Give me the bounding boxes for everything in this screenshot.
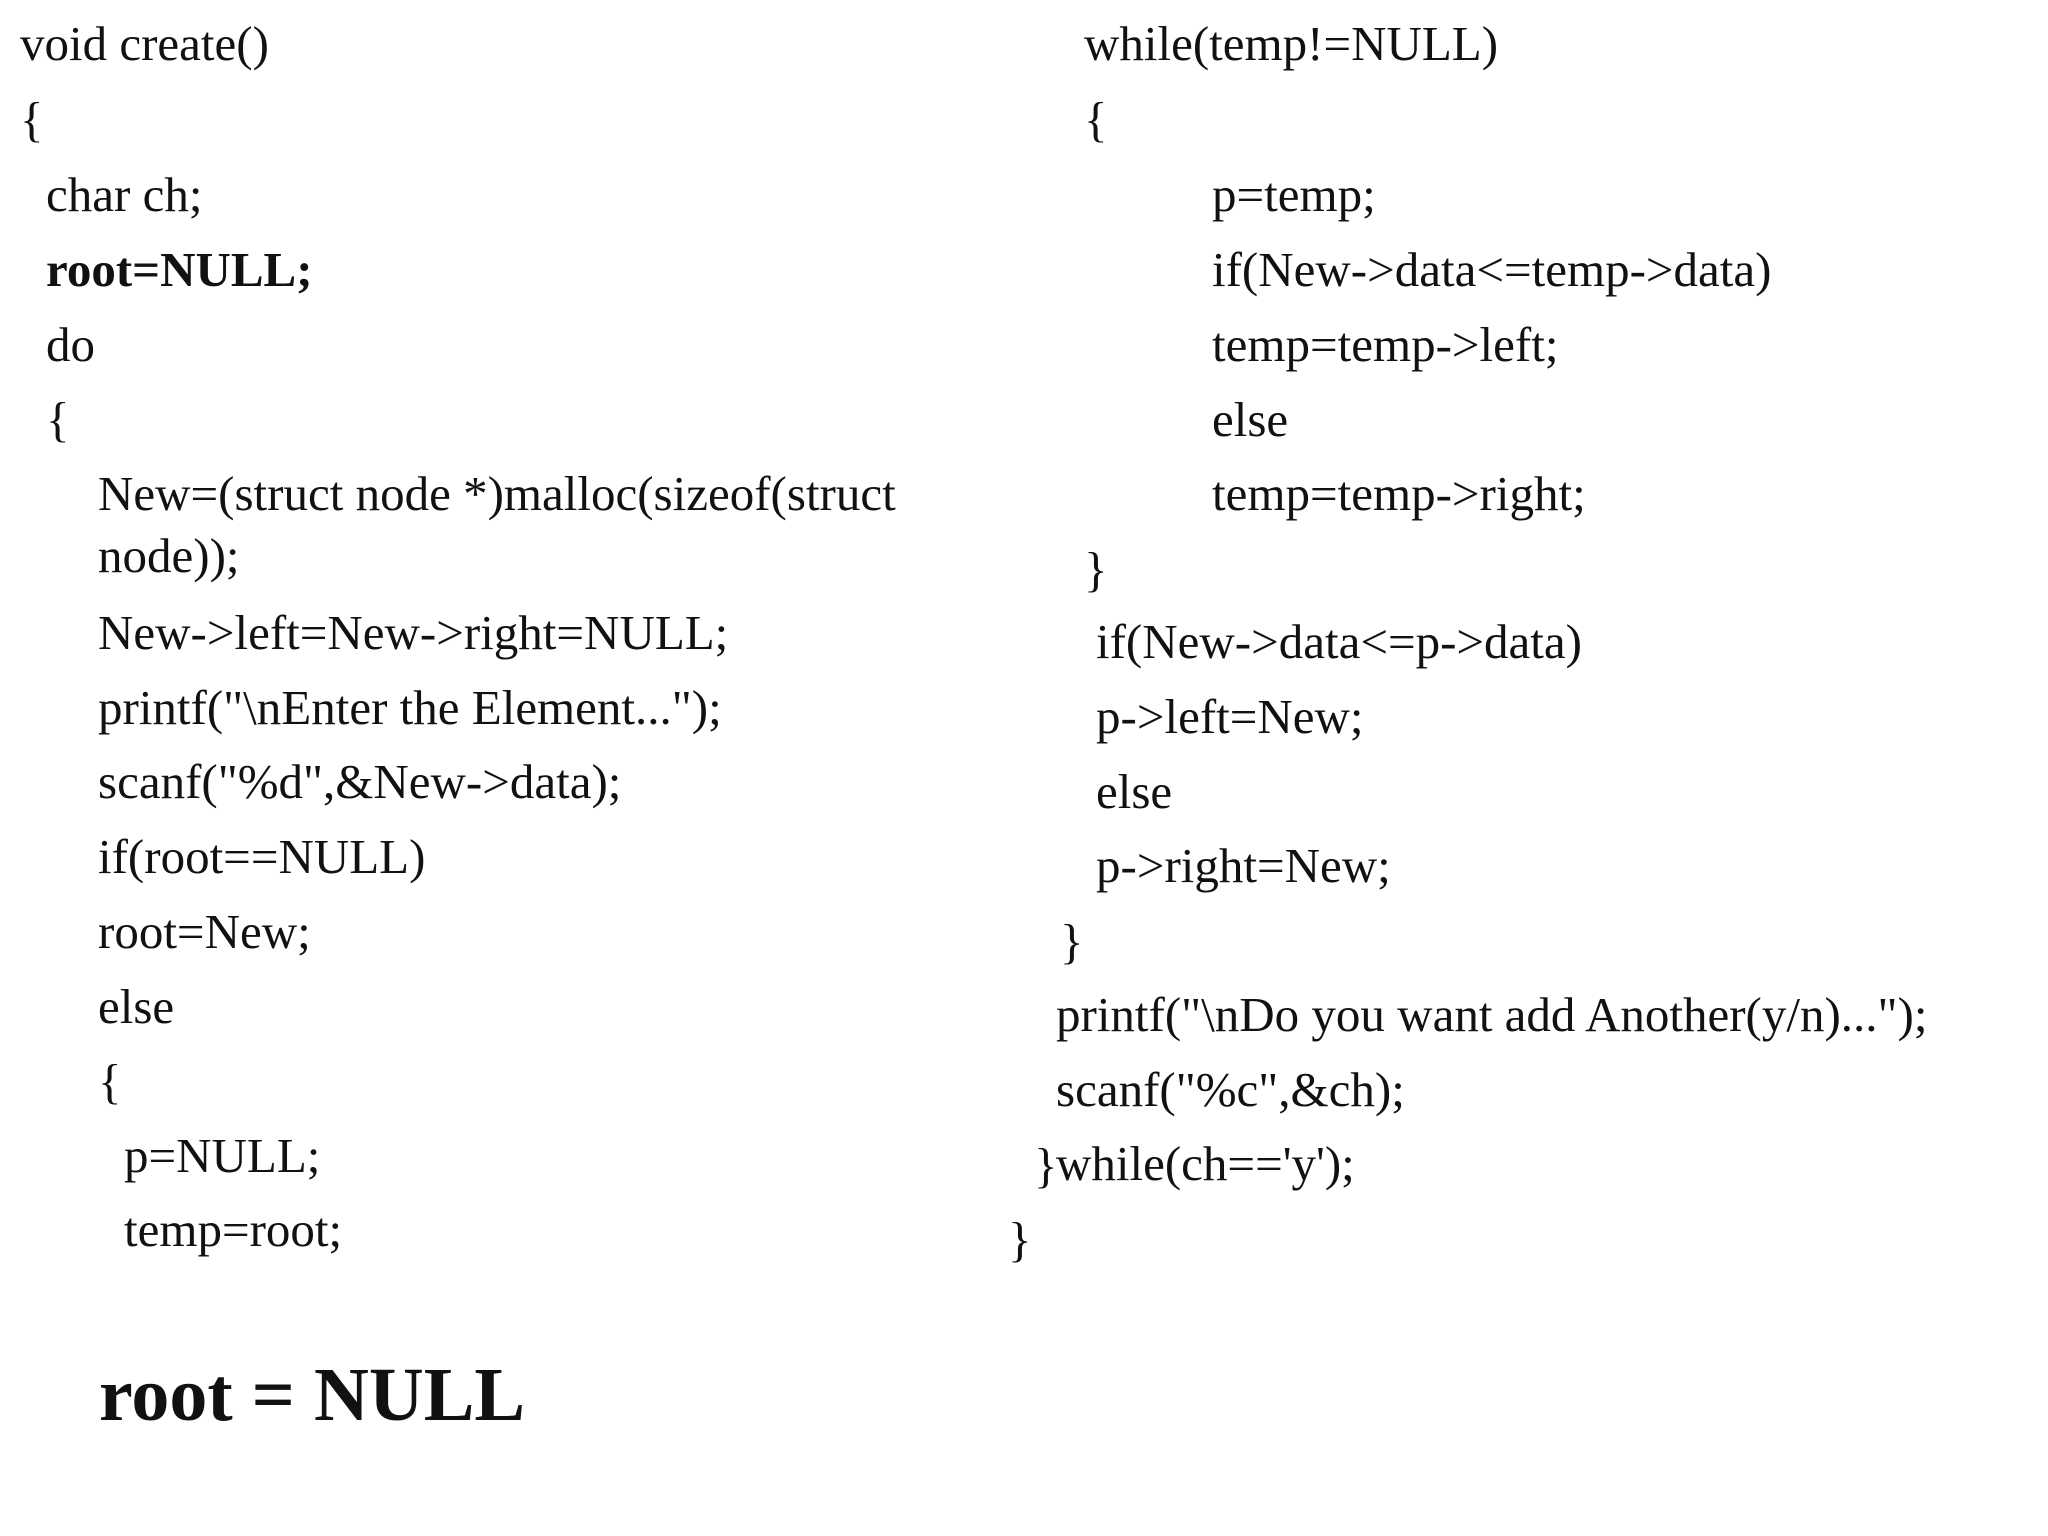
code-line: while(ch=='y'); xyxy=(1056,1136,1355,1191)
code-line: { xyxy=(46,392,70,447)
root-null-caption: root = NULL xyxy=(99,1353,526,1437)
code-line: printf("\nDo you want add Another(y/n)..."); xyxy=(1056,987,1928,1042)
code-line: p=NULL; xyxy=(124,1128,321,1183)
code-line: else xyxy=(98,979,175,1034)
code-line: } xyxy=(1060,914,1084,969)
code-line: temp=root; xyxy=(124,1202,343,1257)
code-line: p->right=New; xyxy=(1096,838,1391,893)
code-line: p->left=New; xyxy=(1096,689,1364,744)
code-line: New=(struct node *)malloc(sizeof(struct xyxy=(98,466,896,521)
code-line: else xyxy=(1096,764,1173,819)
code-line: scanf("%d",&New->data); xyxy=(98,754,622,809)
code-line: temp=temp->left; xyxy=(1212,317,1559,372)
code-line: if(New->data<=p->data) xyxy=(1096,614,1582,669)
code-line-highlighted: root=NULL; xyxy=(46,242,313,297)
code-line: if(New->data<=temp->data) xyxy=(1212,242,1772,297)
code-line: void create() xyxy=(20,16,269,71)
code-line: } xyxy=(1008,1212,1032,1267)
code-line: New->left=New->right=NULL; xyxy=(98,605,729,660)
code-line: } xyxy=(1034,1138,1058,1193)
code-line: node)); xyxy=(98,528,240,583)
code-line: scanf("%c",&ch); xyxy=(1056,1062,1405,1117)
code-line: else xyxy=(1212,392,1289,447)
code-line: } xyxy=(1084,542,1108,597)
code-line: { xyxy=(98,1054,122,1109)
code-line: do xyxy=(46,317,95,372)
code-line: { xyxy=(20,92,44,147)
code-line: p=temp; xyxy=(1212,167,1376,222)
code-line: if(root==NULL) xyxy=(98,829,426,884)
code-line: char ch; xyxy=(46,167,203,222)
code-line: root=New; xyxy=(98,904,311,959)
code-line: printf("\nEnter the Element..."); xyxy=(98,680,722,735)
code-line: while(temp!=NULL) xyxy=(1084,16,1499,71)
code-line: temp=temp->right; xyxy=(1212,466,1586,521)
code-line: { xyxy=(1084,92,1108,147)
